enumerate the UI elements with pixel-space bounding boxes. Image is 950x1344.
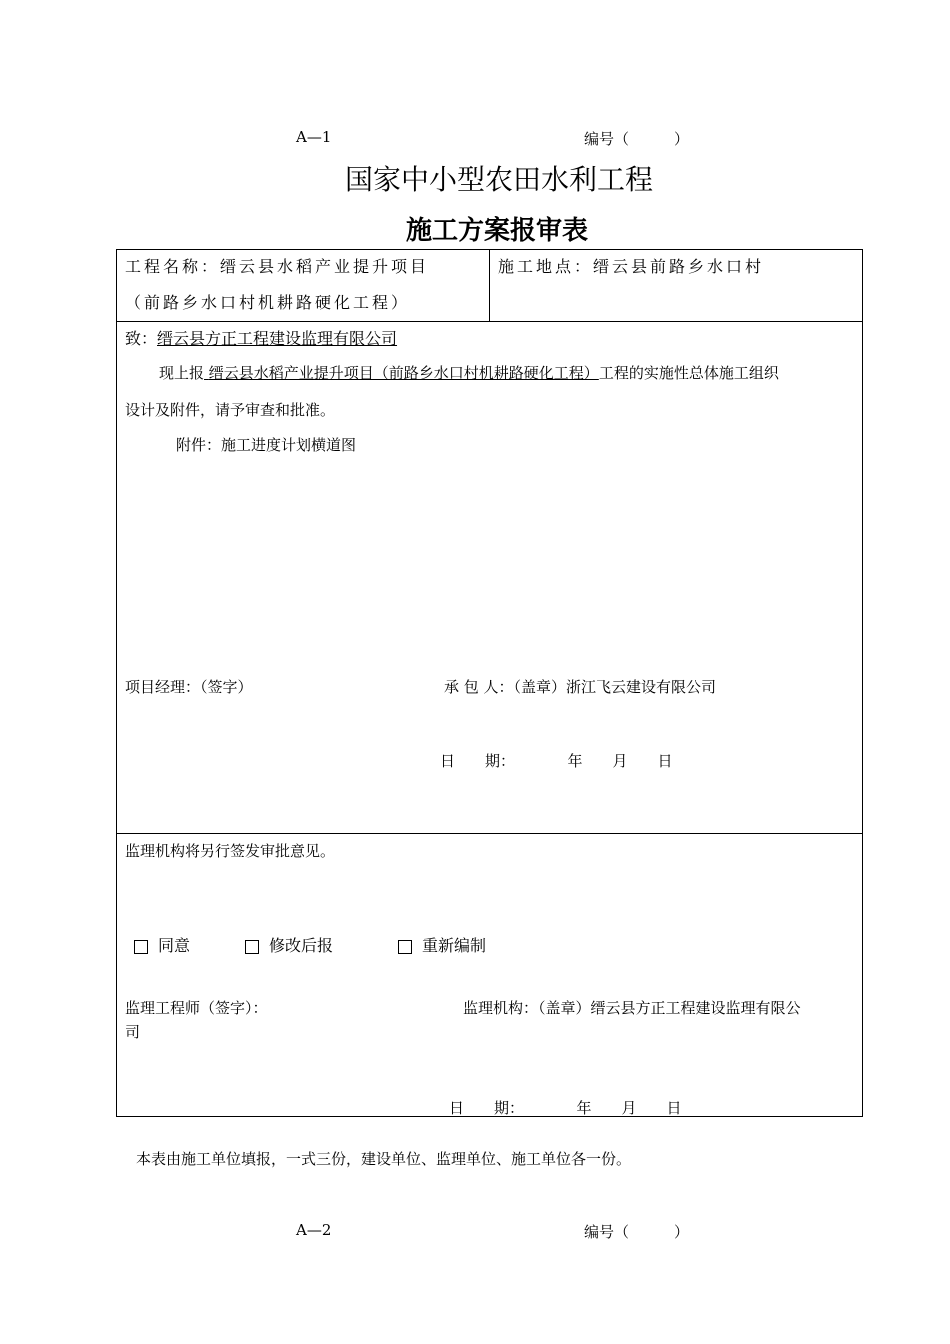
table-divider-2 [116,833,863,834]
project-name-line2: （前路乡水口村机耕路硬化工程） [125,293,411,312]
contractor: 承 包 人：（盖章）浙江飞云建设有限公司 [444,678,717,696]
date-supervision: 日 期： 年 月 日 [449,1099,682,1117]
option-rework-label: 重新编制 [422,936,487,955]
attachment: 附件：施工进度计划横道图 [176,436,357,454]
engineer-signature: 监理工程师（签字）： [125,999,268,1017]
supervision-note: 监理机构将另行签发审批意见。 [125,842,336,860]
report-line-1 [159,362,779,383]
table-col-divider [489,249,490,321]
supervision-org: 监理机构：（盖章）缙云县方正工程建设监理有限公 [463,999,801,1017]
report-prefix: 现上报 [159,364,205,382]
addressee [125,326,397,349]
form-title: 施工方案报审表 [405,216,588,246]
option-revise-label: 修改后报 [269,936,334,955]
option-rework[interactable] [398,933,486,956]
date-contractor: 日 期： 年 月 日 [440,752,673,770]
report-suffix: 工程的实施性总体施工组织 [598,364,779,382]
report-line-2: 设计及附件，请予审查和批准。 [125,401,336,419]
supervision-org-wrap: 司 [125,1023,141,1041]
table-border-left [116,249,117,1117]
option-agree[interactable] [134,933,190,956]
table-border-right [862,249,863,1117]
option-agree-label: 同意 [158,936,191,955]
addressee-prefix: 致： [125,329,158,348]
checkbox-icon[interactable] [245,940,259,954]
footer-note: 本表由施工单位填报，一式三份，建设单位、监理单位、施工单位各一份。 [136,1150,632,1168]
addressee-company: 缙云县方正工程建设监理有限公司 [157,329,398,348]
report-project [204,364,599,382]
table-divider-1 [116,321,863,322]
next-number-label: 编号（ ） [584,1223,690,1241]
checkbox-icon[interactable] [398,940,412,954]
option-revise[interactable] [245,933,333,956]
report-project-text: 缙云县水稻产业提升项目（前路乡水口村机耕路硬化工程） [208,364,599,382]
construction-location: 施工地点：缙云县前路乡水口村 [498,257,765,276]
next-form-code: A—2 [296,1221,332,1239]
project-name-line1: 工程名称：缙云县水稻产业提升项目 [125,257,430,276]
checkbox-icon[interactable] [134,940,148,954]
number-label: 编号（ ） [584,130,690,148]
page-title: 国家中小型农田水利工程 [344,163,653,196]
form-code: A—1 [296,128,332,146]
manager-signature: 项目经理：（签字） [125,678,253,696]
